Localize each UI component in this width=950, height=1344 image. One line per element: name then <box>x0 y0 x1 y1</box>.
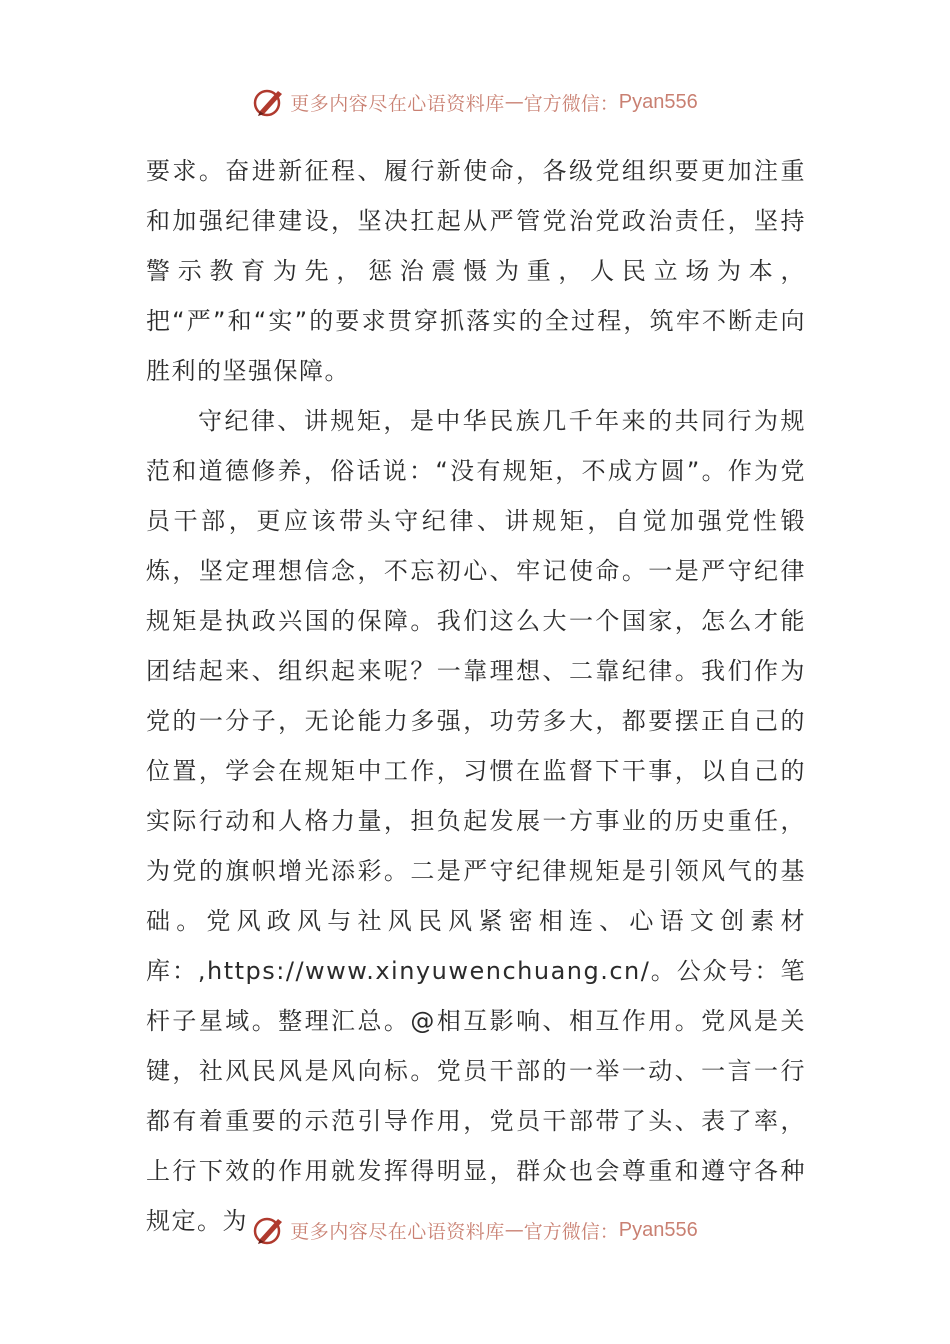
watermark-separator: — <box>504 1219 524 1241</box>
watermark-title: 更多内容尽在心语资料库 <box>290 92 505 115</box>
watermark-footer <box>0 1210 950 1250</box>
document-body <box>146 146 806 1246</box>
pen-logo-icon <box>252 1213 286 1247</box>
watermark-wechat-id: Pyan556 <box>618 1218 698 1241</box>
watermark-title: 更多内容尽在心语资料库 <box>290 1220 505 1243</box>
paragraph: 守纪律、讲规矩，是中华民族几千年来的共同行为规范和道德修养，俗话说：“没有规矩，不成方圆”。作为党员干部，更应该带头守纪律、讲规矩，自觉加强党性锻炼，坚定理想信念，不忘初心、牢记使命。一是严守纪律规矩是执政兴国的保障。我们这么大一个国家，怎么才能团结起来、组织起来呢？一靠理想、二靠纪律。我们作为党的一分子，无论能力多强，功劳多大，都要摆正自己的位置，学会在规矩中工作，习惯在监督下干事，以自己的实际行动和人格力量，担负起发展一方事业的历史重任，为党的旗帜增光添彩。二是严守纪律规矩是引领风气的基础。党风政风与社风民风紧密相连、心语文创素材库：,https://www.xinyuwenchuang.cn/。公众号：笔杆子星域。整理汇总。@相互影响、相互作用。党风是关键，社风民风是风向标。党员干部的一举一动、一言一行都有着重要的示范引导作用，党员干部带了头、表了率，上行下效的作用就发挥得明显，群众也会尊重和遵守各种规定。为 <box>146 407 806 1235</box>
watermark-separator: — <box>504 91 524 113</box>
watermark-label: 官方微信： <box>523 1220 619 1243</box>
watermark-wechat-id: Pyan556 <box>618 90 698 113</box>
watermark-label: 官方微信： <box>523 92 619 115</box>
watermark-header <box>0 82 950 122</box>
paragraph: 要求。奋进新征程、履行新使命，各级党组织要更加注重和加强纪律建设，坚决扛起从严管党治党政治责任，坚持警示教育为先，惩治震慑为重，人民立场为本，把“严”和“实”的要求贯穿抓落实的全过程，筑牢不断走向胜利的坚强保障。 <box>146 157 806 385</box>
pen-logo-icon <box>252 85 286 119</box>
